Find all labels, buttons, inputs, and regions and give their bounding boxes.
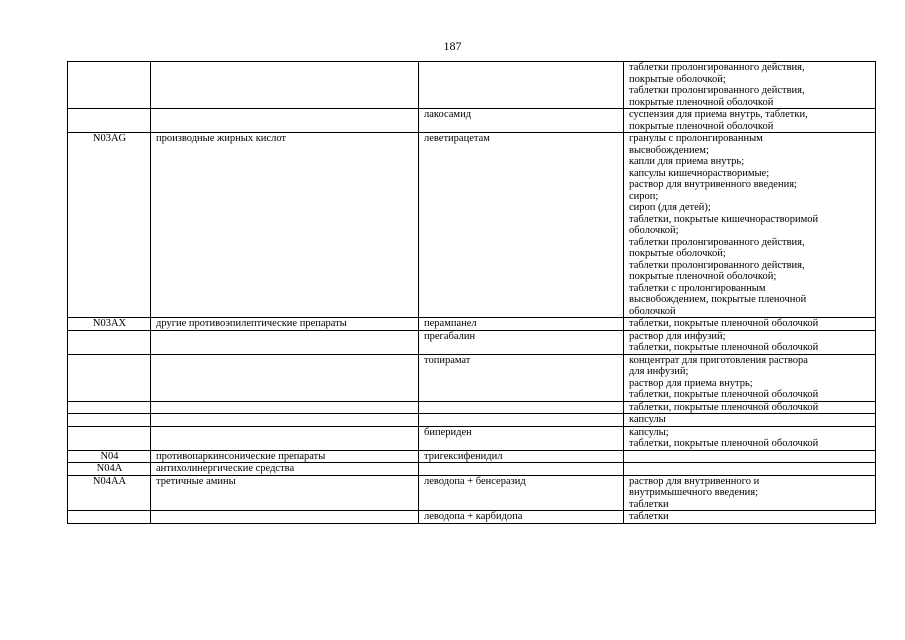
dosage-form-line: гранулы с пролонгированным <box>629 133 763 144</box>
dosage-form-line: таблетки пролонгированного действия, <box>629 259 805 271</box>
dosage-form-line: оболочкой; <box>629 225 679 236</box>
pharmacological-group-cell: третичные амины <box>151 475 419 511</box>
drug-name-cell: прегабалин <box>419 330 624 354</box>
drug-name-cell: тригексифенидил <box>419 450 624 463</box>
drug-name-cell: перампанел <box>419 318 624 331</box>
atc-code-cell: N03AX <box>68 318 151 331</box>
dosage-form-line: раствор для приема внутрь; <box>629 377 753 389</box>
dosage-form-line: таблетки <box>629 511 669 522</box>
dosage-form-line: высвобождением; <box>629 144 709 156</box>
dosage-forms-cell <box>624 318 876 331</box>
dosage-forms-cell <box>624 330 876 354</box>
pharmacological-group-cell <box>151 354 419 401</box>
dosage-form-line: высвобождением, покрытые пленочной <box>629 294 807 305</box>
dosage-forms-cell <box>624 426 876 450</box>
dosage-forms-cell <box>624 414 876 427</box>
drug-name-cell: леводопа + бенсеразид <box>419 475 624 511</box>
table-row <box>68 318 876 331</box>
table-row <box>68 475 876 511</box>
dosage-form-line: концентрат для приготовления раствора <box>629 354 808 366</box>
dosage-form-line: раствор для внутривенного и <box>629 475 760 487</box>
drug-name-cell <box>419 414 624 427</box>
pharmacological-group-cell <box>151 426 419 450</box>
drug-name-cell: лакосамид <box>419 109 624 133</box>
pharmacological-group-cell: другие противоэпилептические препараты <box>151 318 419 331</box>
dosage-forms-cell <box>624 463 876 476</box>
pharmacological-group-cell <box>151 330 419 354</box>
pharmacological-group-cell: производные жирных кислот <box>151 133 419 318</box>
pharmacological-group-cell: антихолинергические средства <box>151 463 419 476</box>
table-row <box>68 450 876 463</box>
atc-code-cell: N04A <box>68 463 151 476</box>
atc-code-cell: N03AG <box>68 133 151 318</box>
dosage-form-line: для инфузий; <box>629 366 689 377</box>
table-row <box>68 109 876 133</box>
drug-name-cell: леветирацетам <box>419 133 624 318</box>
dosage-form-line: таблетки с пролонгированным <box>629 282 766 294</box>
dosage-form-line: таблетки пролонгированного действия, <box>629 236 805 248</box>
dosage-form-line: таблетки, покрытые пленочной оболочкой <box>629 438 819 449</box>
dosage-forms-cell <box>624 109 876 133</box>
dosage-forms-cell <box>624 401 876 414</box>
drug-name-cell <box>419 62 624 109</box>
atc-code-cell: N04AA <box>68 475 151 511</box>
atc-code-cell <box>68 426 151 450</box>
dosage-form-line: раствор для внутривенного введения; <box>629 179 797 190</box>
pharmacological-group-cell <box>151 109 419 133</box>
dosage-form-line <box>629 463 871 475</box>
dosage-form-line: таблетки, покрытые кишечнорастворимой <box>629 213 819 225</box>
dosage-forms-cell <box>624 450 876 463</box>
drug-name-cell: топирамат <box>419 354 624 401</box>
dosage-form-line: покрытые оболочкой; <box>629 248 726 259</box>
drug-name-cell: бипериден <box>419 426 624 450</box>
dosage-form-line: таблетки, покрытые пленочной оболочкой <box>629 342 819 353</box>
dosage-form-line: покрытые пленочной оболочкой <box>629 96 774 108</box>
atc-code-cell <box>68 109 151 133</box>
table-row <box>68 354 876 401</box>
dosage-form-line: таблетки, покрытые пленочной оболочкой <box>629 389 819 400</box>
dosage-form-line: раствор для инфузий; <box>629 330 726 342</box>
table-row <box>68 426 876 450</box>
dosage-form-line: капсулы кишечнорастворимые; <box>629 167 770 179</box>
atc-code-cell: N04 <box>68 450 151 463</box>
atc-code-cell <box>68 401 151 414</box>
pharmacological-group-cell: противопаркинсонические препараты <box>151 450 419 463</box>
page-number: 187 <box>443 39 462 53</box>
dosage-form-line: внутримышечного введения; <box>629 487 759 498</box>
dosage-form-line: суспензия для приема внутрь, таблетки, <box>629 109 808 120</box>
dosage-form-line: таблетки, покрытые пленочной оболочкой <box>629 401 819 413</box>
dosage-form-line: покрытые оболочкой; <box>629 73 726 85</box>
dosage-forms-cell <box>624 133 876 318</box>
table-row <box>68 133 876 318</box>
dosage-forms-cell <box>624 62 876 109</box>
table-row <box>68 330 876 354</box>
pharmacological-group-cell <box>151 62 419 109</box>
dosage-forms-cell <box>624 354 876 401</box>
atc-code-cell <box>68 414 151 427</box>
drug-table <box>67 61 876 524</box>
dosage-form-line: таблетки, покрытые пленочной оболочкой <box>629 318 819 329</box>
pharmacological-group-cell <box>151 401 419 414</box>
table-row <box>68 414 876 427</box>
table-row <box>68 62 876 109</box>
dosage-form-line <box>629 451 871 463</box>
dosage-forms-cell <box>624 511 876 524</box>
dosage-form-line: таблетки пролонгированного действия, <box>629 62 805 73</box>
dosage-form-line: капсулы <box>629 414 666 425</box>
table-row <box>68 511 876 524</box>
drug-name-cell <box>419 463 624 476</box>
atc-code-cell <box>68 354 151 401</box>
dosage-form-line: капли для приема внутрь; <box>629 156 745 167</box>
dosage-form-line: таблетки <box>629 498 669 510</box>
drug-name-cell: леводопа + карбидопа <box>419 511 624 524</box>
dosage-form-line: покрытые пленочной оболочкой <box>629 120 774 132</box>
dosage-form-line: капсулы; <box>629 426 669 438</box>
dosage-form-line: сироп; <box>629 190 659 202</box>
atc-code-cell <box>68 330 151 354</box>
dosage-form-line: покрытые пленочной оболочкой; <box>629 271 777 282</box>
pharmacological-group-cell <box>151 511 419 524</box>
table-row <box>68 463 876 476</box>
dosage-form-line: сироп (для детей); <box>629 202 711 213</box>
dosage-form-line: таблетки пролонгированного действия, <box>629 85 805 96</box>
table-row <box>68 401 876 414</box>
dosage-forms-cell <box>624 475 876 511</box>
drug-name-cell <box>419 401 624 414</box>
atc-code-cell <box>68 62 151 109</box>
pharmacological-group-cell <box>151 414 419 427</box>
atc-code-cell <box>68 511 151 524</box>
dosage-form-line: оболочкой <box>629 305 676 317</box>
